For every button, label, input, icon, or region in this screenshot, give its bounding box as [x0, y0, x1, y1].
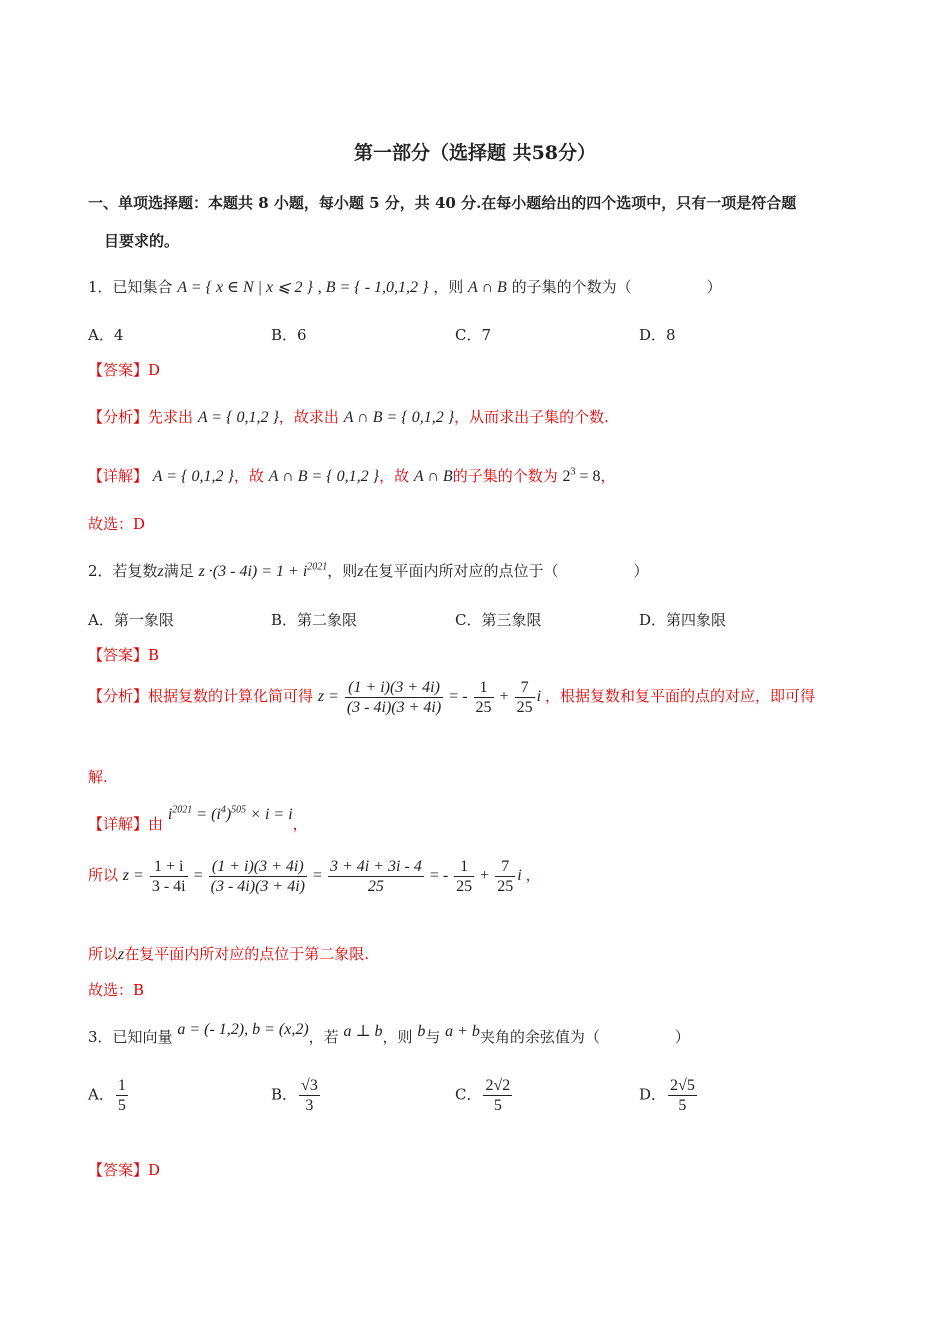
- q2-answer: 【答案】B: [88, 646, 160, 664]
- q2-analysis: 【分析】根据复数的计算化简可得 z = $\frac{(1 + i)(3 + 4i)}{(3 - 4i)(3 + 4i)}$ = - $\frac{1}{25}$ + $\frac{7}{25}$ i ，根据复数和复平面的点的对应，即可得: [88, 679, 816, 716]
- section-heading-cont: 目要求的。: [104, 232, 180, 250]
- q1-analysis: 【分析】先求出 A = { 0,1,2 }，故求出 A ∩ B = { 0,1,2 }，从而求出子集的个数.: [88, 408, 609, 426]
- q2-conclusion: 所以z在复平面内所对应的点位于第二象限.: [88, 945, 370, 963]
- q2-analysis-cont: 解.: [88, 768, 108, 786]
- q2-solution: 所以 z = $\frac{1 + i}{3 - 4i}$ = $\frac{(1 + i)(3 + 4i)}{(3 - 4i)(3 + 4i)}$ = $\frac{3 + 4i + 3i - 4}{25}$ = - $\frac{1}{25}$ + $\frac{7}{25}$ i ，: [88, 858, 541, 895]
- q1-number: 1．已知集合: [88, 278, 173, 296]
- q3-option-a: A． $\frac{1}{5}$: [88, 1077, 126, 1114]
- q3-option-d: D． $\frac{2√5}{5}$: [639, 1077, 695, 1114]
- q2-detail: 【详解】由 $i^{2021} = (i^4)^{505} \times i = i$，: [88, 804, 308, 833]
- section-heading: 一、单项选择题：本题共 8 小题，每小题 5 分，共 40 分.在每小题给出的四个选项中，只有一项是符合题: [88, 194, 797, 212]
- q2-option-b: B．第二象限: [271, 611, 358, 629]
- q1-set-b: B = { - 1,0,1,2 }: [325, 279, 429, 296]
- q2-option-a: A．第一象限: [88, 611, 174, 629]
- q1-option-a: A．4: [88, 326, 124, 344]
- q1-choose: 故选：D: [88, 515, 146, 533]
- q1-option-b: B．6: [271, 326, 307, 344]
- q1-stem-tail: 的子集的个数为（ ）: [511, 278, 722, 296]
- q1-answer: 【答案】D: [88, 361, 161, 379]
- q2-option-d: D．第四象限: [639, 611, 727, 629]
- q2-choose: 故选：B: [88, 981, 145, 999]
- q3-answer: 【答案】D: [88, 1161, 161, 1179]
- q1-detail: 【详解】 A = { 0,1,2 }，故 A ∩ B = { 0,1,2 }，故 A ∩ B的子集的个数为 $2^3 = 8$，: [88, 466, 616, 485]
- question-1: 1．已知集合 A = { x ∈ N | x ⩽ 2 } , B = { - 1,0,1,2 } ，则 A ∩ B 的子集的个数为（ ）: [88, 278, 722, 296]
- q3-option-b: B． $\frac{√3}{3}$: [271, 1077, 318, 1114]
- q3-option-c: C． $\frac{2√2}{5}$: [455, 1077, 511, 1114]
- page-title: 第一部分（选择题 共58分）: [353, 142, 597, 164]
- q2-option-c: C．第三象限: [455, 611, 542, 629]
- q1-option-c: C．7: [455, 326, 492, 344]
- q1-intersection: A ∩ B: [468, 279, 507, 296]
- question-3: 3．已知向量 a = (- 1,2), b = (x,2)，若 a ⊥ b，则 b与 a + b夹角的余弦值为（ ）: [88, 1021, 690, 1046]
- q1-option-d: D．8: [639, 326, 676, 344]
- question-2: 2．若复数z满足 $z \cdot(3 - 4i) = 1 + i^{2021}$，则z在复平面内所对应的点位于（ ）: [88, 561, 649, 580]
- q1-set-a: A = { x ∈ N | x ⩽ 2 }: [177, 279, 313, 296]
